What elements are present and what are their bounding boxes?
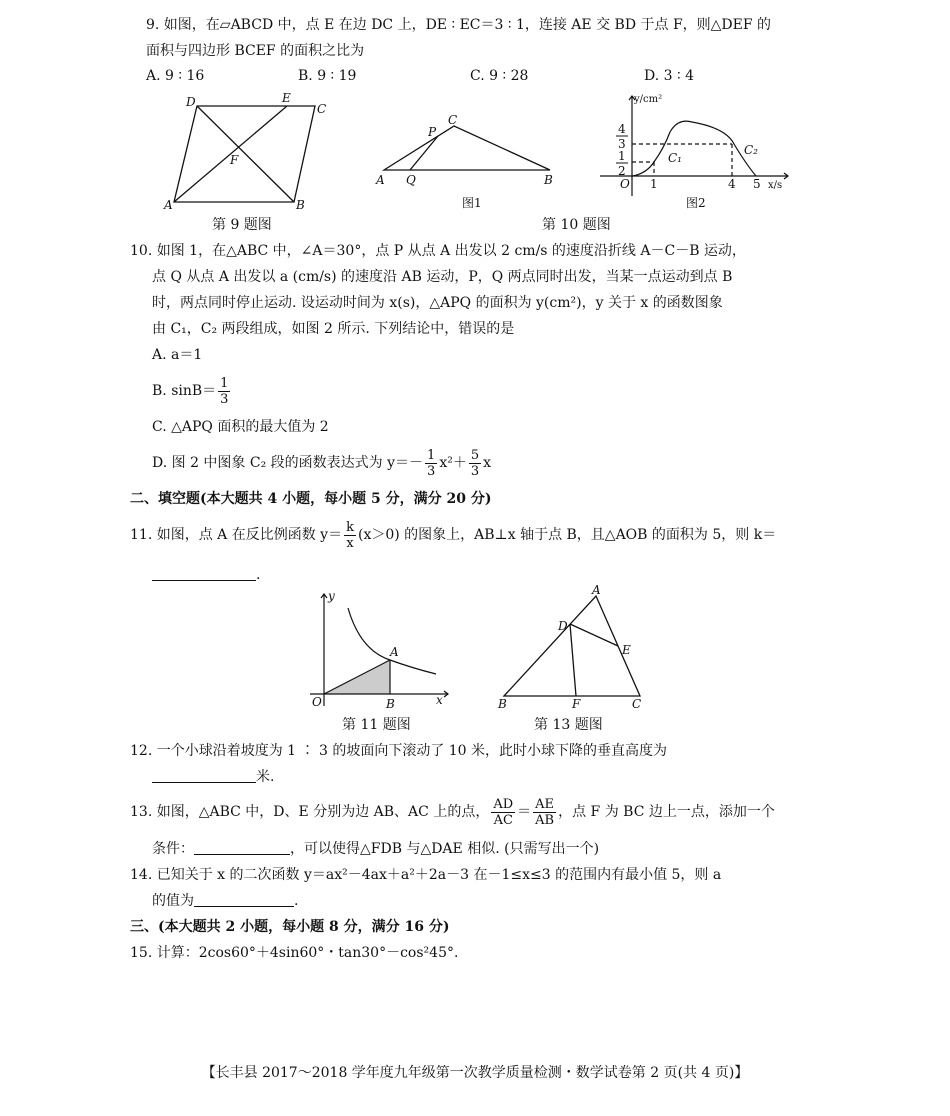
label-b: B: [498, 697, 507, 711]
q10-option-d-fraction-2: [469, 448, 481, 479]
q13-line1: [130, 794, 775, 830]
fraction-numerator: AE: [533, 797, 556, 813]
q12-line2: [152, 768, 274, 786]
label-c: C: [317, 102, 327, 116]
q14-line2-post: .: [294, 893, 299, 909]
q9-line1: 9. 如图，在▱ABCD 中，点 E 在边 DC 上，DE ∶ EC＝3 ∶ 1，连接 AE 交 BD 于点 F，则△DEF 的: [146, 17, 772, 33]
q10-line4: 由 C₁，C₂ 两段组成，如图 2 所示. 下列结论中，错误的是: [152, 321, 515, 337]
q10-fig2-caption: 图2: [686, 196, 706, 210]
page-footer: 【长丰县 2017～2018 学年度九年级第一次教学质量检测・数学试卷第 2 页(共 4 页)】: [201, 1065, 749, 1081]
q10-caption: 第 10 题图: [542, 217, 611, 233]
q9-parallelogram-figure: [160, 92, 340, 214]
q14-line2: [152, 892, 298, 910]
q12-answer-blank[interactable]: [152, 768, 256, 783]
tick-x-1: 1: [650, 177, 658, 191]
label-c: C: [632, 697, 642, 711]
segment-de: [570, 624, 618, 646]
q10-line3: 时，两点同时停止运动. 设运动时间为 x(s)，△APQ 的面积为 y(cm²)，y 关于 x 的函数图象: [152, 295, 723, 311]
q14-answer-blank[interactable]: [194, 892, 294, 907]
parallelogram-abcd: [174, 106, 315, 202]
q13-triangle-figure: [494, 584, 654, 712]
fraction-numerator: AD: [493, 796, 514, 812]
label-b: B: [386, 697, 395, 711]
q13-equals: ＝: [517, 804, 532, 820]
label-p: P: [428, 125, 437, 139]
q10-fig1-caption: 图1: [462, 196, 482, 210]
q9-caption: 第 9 题图: [212, 217, 272, 233]
q11-hyperbola-figure: [308, 588, 458, 710]
q13-answer-blank[interactable]: [194, 840, 290, 855]
curve-c1: [632, 132, 670, 176]
q11-fraction: [344, 520, 356, 551]
section-3-heading: 三、(本大题共 2 小题，每小题 8 分，满分 16 分): [130, 919, 450, 935]
q11-answer-blank[interactable]: [152, 566, 256, 581]
q14-line1: 14. 已知关于 x 的二次函数 y＝ax²－4ax＋a²＋2a－3 在－1≤x≤3 的范围内有最小值 5，则 a: [130, 867, 722, 883]
label-c1: C₁: [668, 151, 682, 165]
fraction-denominator: AB: [535, 812, 555, 828]
tick-y-4-num: 4: [618, 122, 626, 136]
label-o: O: [312, 695, 322, 709]
label-d: D: [558, 619, 568, 633]
q10-triangle-figure: [372, 112, 552, 192]
label-a: A: [376, 173, 385, 187]
q14-line2-pre: 的值为: [152, 893, 194, 909]
fraction-denominator: x: [346, 535, 354, 551]
label-b: B: [296, 198, 305, 212]
fraction-denominator: AC: [493, 812, 513, 828]
tick-x-5: 5: [753, 177, 761, 191]
label-e: E: [622, 643, 631, 657]
label-x: x: [436, 693, 443, 707]
label-c: C: [448, 113, 458, 127]
hyperbola-curve: [348, 608, 436, 674]
q13-fraction-ad-ac: [491, 797, 515, 828]
fraction-numerator: 5: [470, 447, 480, 463]
q15-line: 15. 计算：2cos60°＋4sin60°・tan30°－cos²45°.: [130, 945, 459, 961]
q13-text-pre: 13. 如图，△ABC 中，D、E 分别为边 AB、AC 上的点，: [130, 804, 490, 820]
fraction-denominator: 3: [220, 391, 229, 407]
q9-option-a: A. 9 ∶ 16: [146, 68, 205, 84]
q10-option-b-text: B. sinB＝: [152, 383, 217, 399]
q10-function-graph: [598, 88, 798, 200]
fraction-denominator: 3: [470, 463, 480, 479]
q13-fig-caption: 第 13 题图: [534, 717, 603, 733]
label-b: B: [544, 173, 553, 187]
q9-line2: 面积与四边形 BCEF 的面积之比为: [146, 43, 365, 59]
section-2-heading: 二、填空题(本大题共 4 小题，每小题 5 分，满分 20 分): [130, 491, 492, 507]
q11-text-pre: 11. 如图，点 A 在反比例函数 y＝: [130, 527, 343, 543]
y-axis-label: y/cm²: [634, 94, 663, 105]
triangle-abc: [384, 126, 550, 170]
label-a: A: [592, 583, 601, 597]
label-f: F: [572, 697, 581, 711]
q13-fraction-ae-ab: [533, 797, 556, 828]
q13-line2: [152, 840, 599, 858]
origin-label: O: [620, 177, 630, 191]
q10-option-d-fraction-1: [425, 448, 437, 479]
q11-end: .: [256, 567, 261, 583]
x-axis-label: x/s: [768, 180, 783, 191]
fraction-numerator: 1: [427, 447, 436, 463]
diagonal-db: [197, 106, 294, 202]
label-y: y: [328, 589, 335, 603]
label-d: D: [186, 95, 196, 109]
segment-qp: [410, 136, 438, 170]
q12-line2-post: 米.: [256, 769, 275, 785]
q9-option-c: C. 9 ∶ 28: [470, 68, 529, 84]
tick-y-1-num: 1: [618, 149, 626, 163]
q10-option-a: A. a＝1: [152, 347, 203, 363]
label-a: A: [390, 645, 399, 659]
q13-line2-post: ，可以使得△FDB 与△DAE 相似. (只需写出一个): [290, 841, 600, 857]
q11-answer-line: [152, 566, 260, 584]
label-a: A: [164, 198, 173, 212]
q11-text-post: (x＞0) 的图象上，AB⊥x 轴于点 B，且△AOB 的面积为 5，则 k＝: [357, 527, 777, 543]
tick-y-3-den: 3: [618, 137, 626, 151]
q10-option-b-fraction: [218, 376, 230, 407]
q10-option-d-text: D. 图 2 中图象 C₂ 段的函数表达式为 y＝－: [152, 455, 424, 471]
label-e: E: [282, 91, 291, 105]
tick-x-4: 4: [728, 177, 736, 191]
q13-line2-pre: 条件：: [152, 841, 194, 857]
q9-option-b: B. 9 ∶ 19: [298, 68, 357, 84]
tick-y-2-den: 2: [618, 164, 626, 178]
q11-caption: 第 11 题图: [342, 717, 411, 733]
q10-line1: 10. 如图 1，在△ABC 中，∠A＝30°，点 P 从点 A 出发以 2 cm/s 的速度沿折线 A－C－B 运动，: [130, 243, 746, 259]
q10-option-b: [152, 374, 232, 408]
label-c2: C₂: [744, 143, 758, 157]
q12-line1: 12. 一个小球沿着坡度为 1 ∶ 3 的坡面向下滚动了 10 米，此时小球下降的垂直高度为: [130, 743, 668, 759]
q10-option-c: C. △APQ 面积的最大值为 2: [152, 419, 329, 435]
fraction-numerator: 1: [220, 375, 229, 391]
q10-option-d-mid: x²＋: [439, 455, 467, 471]
q11-line1: [130, 518, 776, 552]
label-q: Q: [406, 173, 416, 187]
q9-option-d: D. 3 ∶ 4: [644, 68, 694, 84]
fraction-numerator: k: [346, 519, 354, 535]
segment-df: [570, 624, 576, 696]
label-f: F: [230, 153, 239, 167]
q13-text-post: ，点 F 为 BC 边上一点，添加一个: [558, 804, 775, 820]
q10-option-d-post: x: [483, 455, 492, 471]
q10-option-d: [152, 446, 491, 480]
q10-line2: 点 Q 从点 A 出发以 a (cm/s) 的速度沿 AB 运动，P，Q 两点同时出发，当某一点运动到点 B: [152, 269, 733, 285]
fraction-denominator: 3: [427, 463, 436, 479]
